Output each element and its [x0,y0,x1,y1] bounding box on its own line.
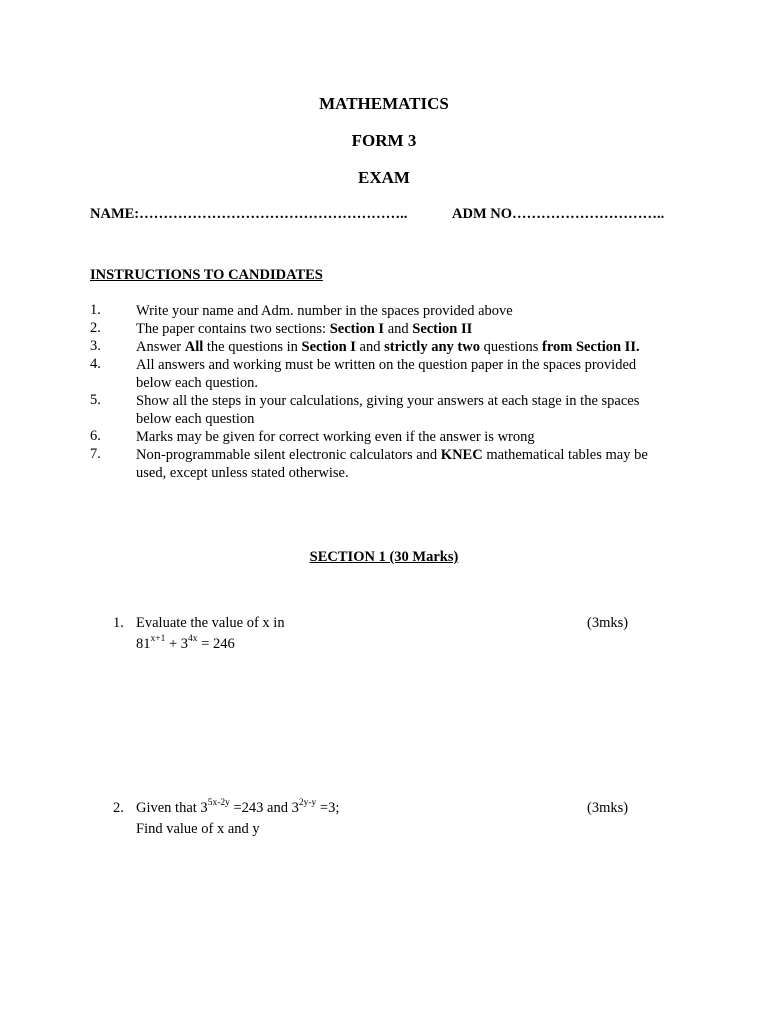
instruction-text: Show all the steps in your calculations, giving your answers at each stage in the spaces [136,393,640,409]
instruction-text: below each question [136,411,255,427]
instruction-number: 4. [90,356,101,372]
name-field[interactable]: NAME:……………………………………………….. [90,206,408,222]
instructions-heading: INSTRUCTIONS TO CANDIDATES [90,267,323,283]
question-number: 1. [113,615,124,631]
instruction-number: 7. [90,446,101,462]
instruction-text: used, except unless stated otherwise. [136,465,349,481]
instruction-number: 1. [90,302,101,318]
instruction-text: Marks may be given for correct working even if the answer is wrong [136,429,535,445]
instruction-text: All answers and working must be written on the question paper in the spaces provided [136,357,637,373]
adm-no-field[interactable]: ADM NO………………………….. [452,206,665,222]
section-heading: SECTION 1 (30 Marks) [309,549,459,565]
instruction-number: 5. [90,392,101,408]
instruction-number: 2. [90,320,101,336]
exam-title: EXAM [358,168,410,187]
question-text: Find value of x and y [136,821,260,837]
instruction-number: 3. [90,338,101,354]
question-text: Evaluate the value of x in [136,615,285,631]
question-marks: (3mks) [587,800,629,816]
exam-form-title: FORM 3 [351,131,417,150]
question-number: 2. [113,800,124,816]
question-equation: $81^{x+1} + 3^{4x} = 246$ [136,634,235,652]
question-text: Given that $3^{5x-2y} =243$ and $3^{2y-y} =3$; [136,798,340,816]
exam-subject-title: MATHEMATICS [319,94,449,113]
instruction-text: Write your name and Adm. number in the spaces provided above [136,303,513,319]
instruction-text: below each question. [136,375,259,391]
instruction-number: 6. [90,428,101,444]
question-marks: (3mks) [587,615,629,631]
